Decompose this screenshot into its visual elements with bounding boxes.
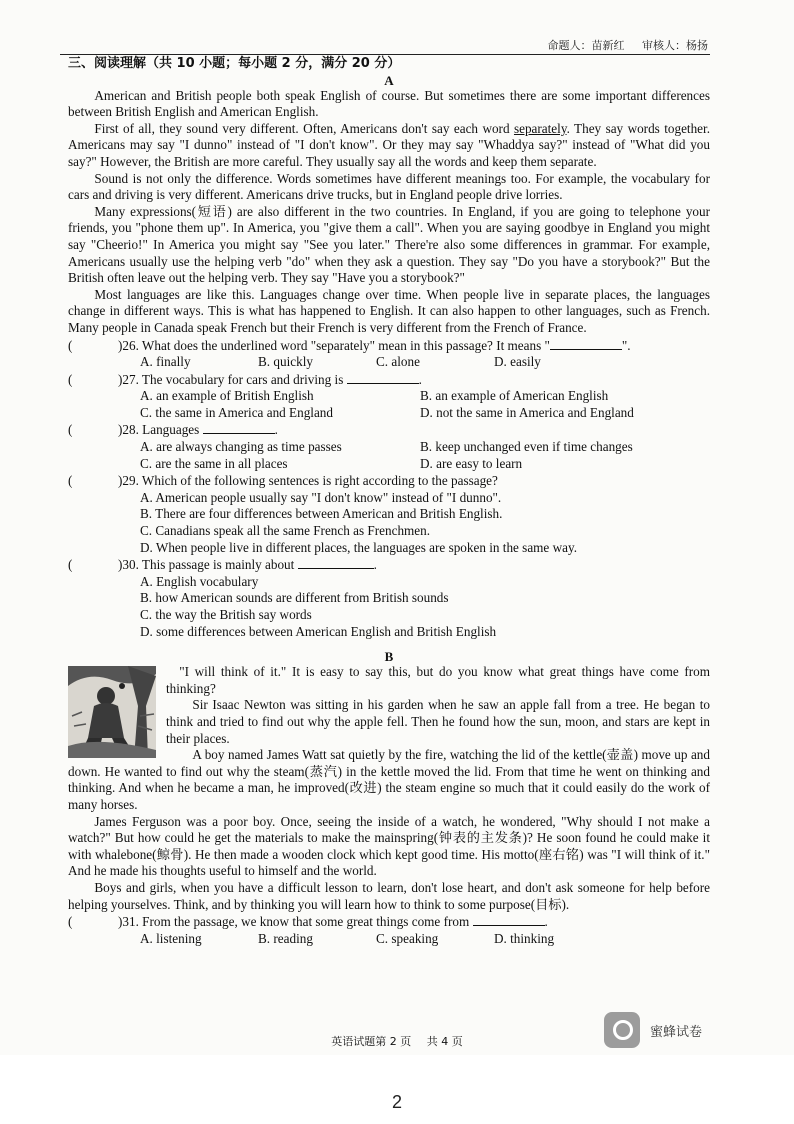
passage-a-paragraph: Many expressions(短语) are also different in the two countries. In England, if you are going to telephone your friends, you "phone them up". In America, you "give them a call". When you are saying goodbye in England you might say "Cheerio!" In America you might say "See you later." There're also some differences in grammar. For example, Americans usually use the helping verb "do" when they ask a question. They say "Do you have a storybook?" But the British often leave out the helping verb. They say "Have you a storybook?" xyxy=(68,203,710,286)
answer-bracket: ( xyxy=(68,914,73,930)
header-rule xyxy=(60,54,710,55)
option-c: C. are the same in all places xyxy=(140,455,288,471)
option-d: D. not the same in America and England xyxy=(420,404,634,420)
answer-bracket: ( xyxy=(68,337,73,353)
question-30: ( )30. This passage is mainly about . A. English vocabulary B. how American sounds are different from British sounds C. the way the British say words D. some differences between American English and British English xyxy=(68,557,710,640)
option-a: A. are always changing as time passes xyxy=(140,439,342,455)
passage-b xyxy=(68,664,710,913)
question-29 xyxy=(68,473,710,556)
page-number: 2 xyxy=(391,1092,402,1112)
reviewer-label: 审核人：杨扬 xyxy=(642,39,708,52)
question-stem: )31. From the passage, we know that some great things come from xyxy=(118,914,473,930)
option-b: B. quickly xyxy=(258,354,313,370)
passage-b-letter: B xyxy=(384,649,394,665)
passage-a-paragraph: American and British people both speak English of course. But sometimes there are some important differences between British English and American English. xyxy=(68,87,710,120)
answer-blank xyxy=(203,433,275,434)
newton-illustration xyxy=(68,666,156,758)
page-header xyxy=(534,37,709,53)
passage-a xyxy=(68,88,710,337)
question-27: ( )27. The vocabulary for cars and driving is . A. an example of British English B. an example of American English C. the same in America and England D. not the same in America and England xyxy=(68,372,710,422)
passage-b-paragraph: A boy named James Watt sat quietly by the fire, watching the lid of the kettle(壶盖) move up and down. He wanted to find out why the steam(蒸汽) in the kettle moved the lid. From that time he went on thinking and thinking. And when he became a man, he improved(改进) the steam engine so much that it could easily do the work of many horses. xyxy=(68,747,710,812)
option-c: C. the same in America and England xyxy=(140,404,333,420)
option-d: D. easily xyxy=(494,354,541,370)
option-d: D. When people live in different places, the languages are spoken in the same way. xyxy=(140,539,577,555)
option-c: C. Canadians speak all the same French as Frenchmen. xyxy=(140,523,431,539)
answer-blank xyxy=(473,925,545,926)
question-stem: )29. Which of the following sentences is right according to the passage? xyxy=(118,473,498,489)
option-b: B. an example of American English xyxy=(420,388,609,404)
options xyxy=(88,439,710,472)
option-a: A. listening xyxy=(140,930,202,946)
watermark-text: 蜜蜂试卷 xyxy=(650,1024,703,1040)
option-b: B. reading xyxy=(258,930,313,946)
answer-blank xyxy=(550,349,622,350)
option-c: C. speaking xyxy=(376,930,439,946)
options xyxy=(88,354,710,371)
answer-blank xyxy=(347,383,419,384)
options xyxy=(88,388,710,421)
passage-a-paragraph: Sound is not only the difference. Words sometimes have different meanings too. For example, the vocabulary for cars and driving is very different. Americans drive trucks, but in England people drive lorries. xyxy=(68,170,710,203)
answer-bracket: ( xyxy=(68,557,73,573)
exam-content xyxy=(68,56,710,947)
question-stem: )28. Languages xyxy=(118,422,203,438)
answer-bracket: ( xyxy=(68,473,73,489)
answer-bracket: ( xyxy=(68,422,73,438)
passage-b-paragraph: Sir Isaac Newton was sitting in his garden when he saw an apple fall from a tree. He began to think and tried to find out why the apple fell. Then he found how the sun, moon, and stars are kept in their places. xyxy=(166,697,710,746)
question-stem: )26. What does the underlined word "separately" mean in this passage? It means " xyxy=(118,337,550,353)
question-31: ( )31. From the passage, we know that some great things come from . A. listening B. reading C. speaking D. thinking xyxy=(68,914,710,947)
passage-a-paragraph: Most languages are like this. Languages change over time. When people live in separate places, the languages change in different ways. This is what has happened to English. It can also happen to other languages, such as French. Many people in Canada speak French but their French is very different from the French of France. xyxy=(68,286,710,335)
passage-b-paragraph: James Ferguson was a poor boy. Once, seeing the inside of a watch, he wondered, "Why should I not make a watch?" But how could he get the materials to make the mainspring(钟表的主发条)? He soon found he could make it with whalebone(鲸骨). He then made a wooden clock which kept good time. His motto(座右铭) was "I will think of it." And he made his thoughts useful to himself and the world. xyxy=(68,813,710,879)
option-c: C. the way the British say words xyxy=(140,607,312,622)
option-a: A. English vocabulary xyxy=(140,573,259,589)
answer-blank xyxy=(298,568,374,569)
option-d: D. are easy to learn xyxy=(420,455,523,471)
option-d: D. thinking xyxy=(494,930,555,946)
section-title: 三、阅读理解（共 10 小题；每小题 2 分，满分 20 分） xyxy=(68,56,401,71)
option-b: B. how American sounds are different from British sounds xyxy=(140,590,449,606)
setter-label: 命题人：苗新红 xyxy=(547,39,625,52)
question-26: ( )26. What does the underlined word "separately" mean in this passage? It means " ". A. finally B. quickly C. alone D. easily xyxy=(68,338,710,371)
option-c: C. alone xyxy=(376,354,420,370)
question-28: ( )28. Languages . A. are always changing as time passes B. keep unchanged even if time changes C. are the same in all places D. are easy to learn xyxy=(68,422,710,472)
page-footer xyxy=(0,1033,794,1049)
question-stem: )27. The vocabulary for cars and driving is xyxy=(118,371,347,387)
option-b: B. keep unchanged even if time changes xyxy=(420,439,633,455)
passage-a-paragraph: First of all, they sound very different. Often, Americans don't say each word separately. They say words together. Americans may say "I dunno" instead of "I don't know". Or they may say "Whaddya say?" instead of "What did you say?" However, the British are more careful. They usually say all the words and keep them separate. xyxy=(68,120,710,169)
footer-total-label: 共 4 页 xyxy=(426,1035,463,1048)
question-stem: )30. This passage is mainly about xyxy=(118,557,298,573)
option-b: B. There are four differences between American and British English. xyxy=(140,506,503,522)
option-a: A. American people usually say "I don't know" instead of "I dunno". xyxy=(140,489,502,505)
option-a: A. an example of British English xyxy=(140,388,314,404)
options xyxy=(88,931,710,948)
option-a: A. finally xyxy=(140,354,191,370)
footer-page-label: 英语试题第 2 页 xyxy=(331,1035,412,1048)
option-d: D. some differences between American English and British English xyxy=(140,623,497,639)
passage-a-letter: A xyxy=(384,72,394,88)
passage-b-paragraph: "I will think of it." It is easy to say this, but do you know what great things have come from thinking? xyxy=(166,664,710,696)
passage-b-paragraph: Boys and girls, when you have a difficult lesson to learn, don't lose heart, and don't ask someone for help before helping yourselves. Think, and by thinking you will learn how to think to some purpose(目标). xyxy=(68,879,710,912)
underlined-word: separately xyxy=(513,120,567,136)
answer-bracket: ( xyxy=(68,371,73,387)
